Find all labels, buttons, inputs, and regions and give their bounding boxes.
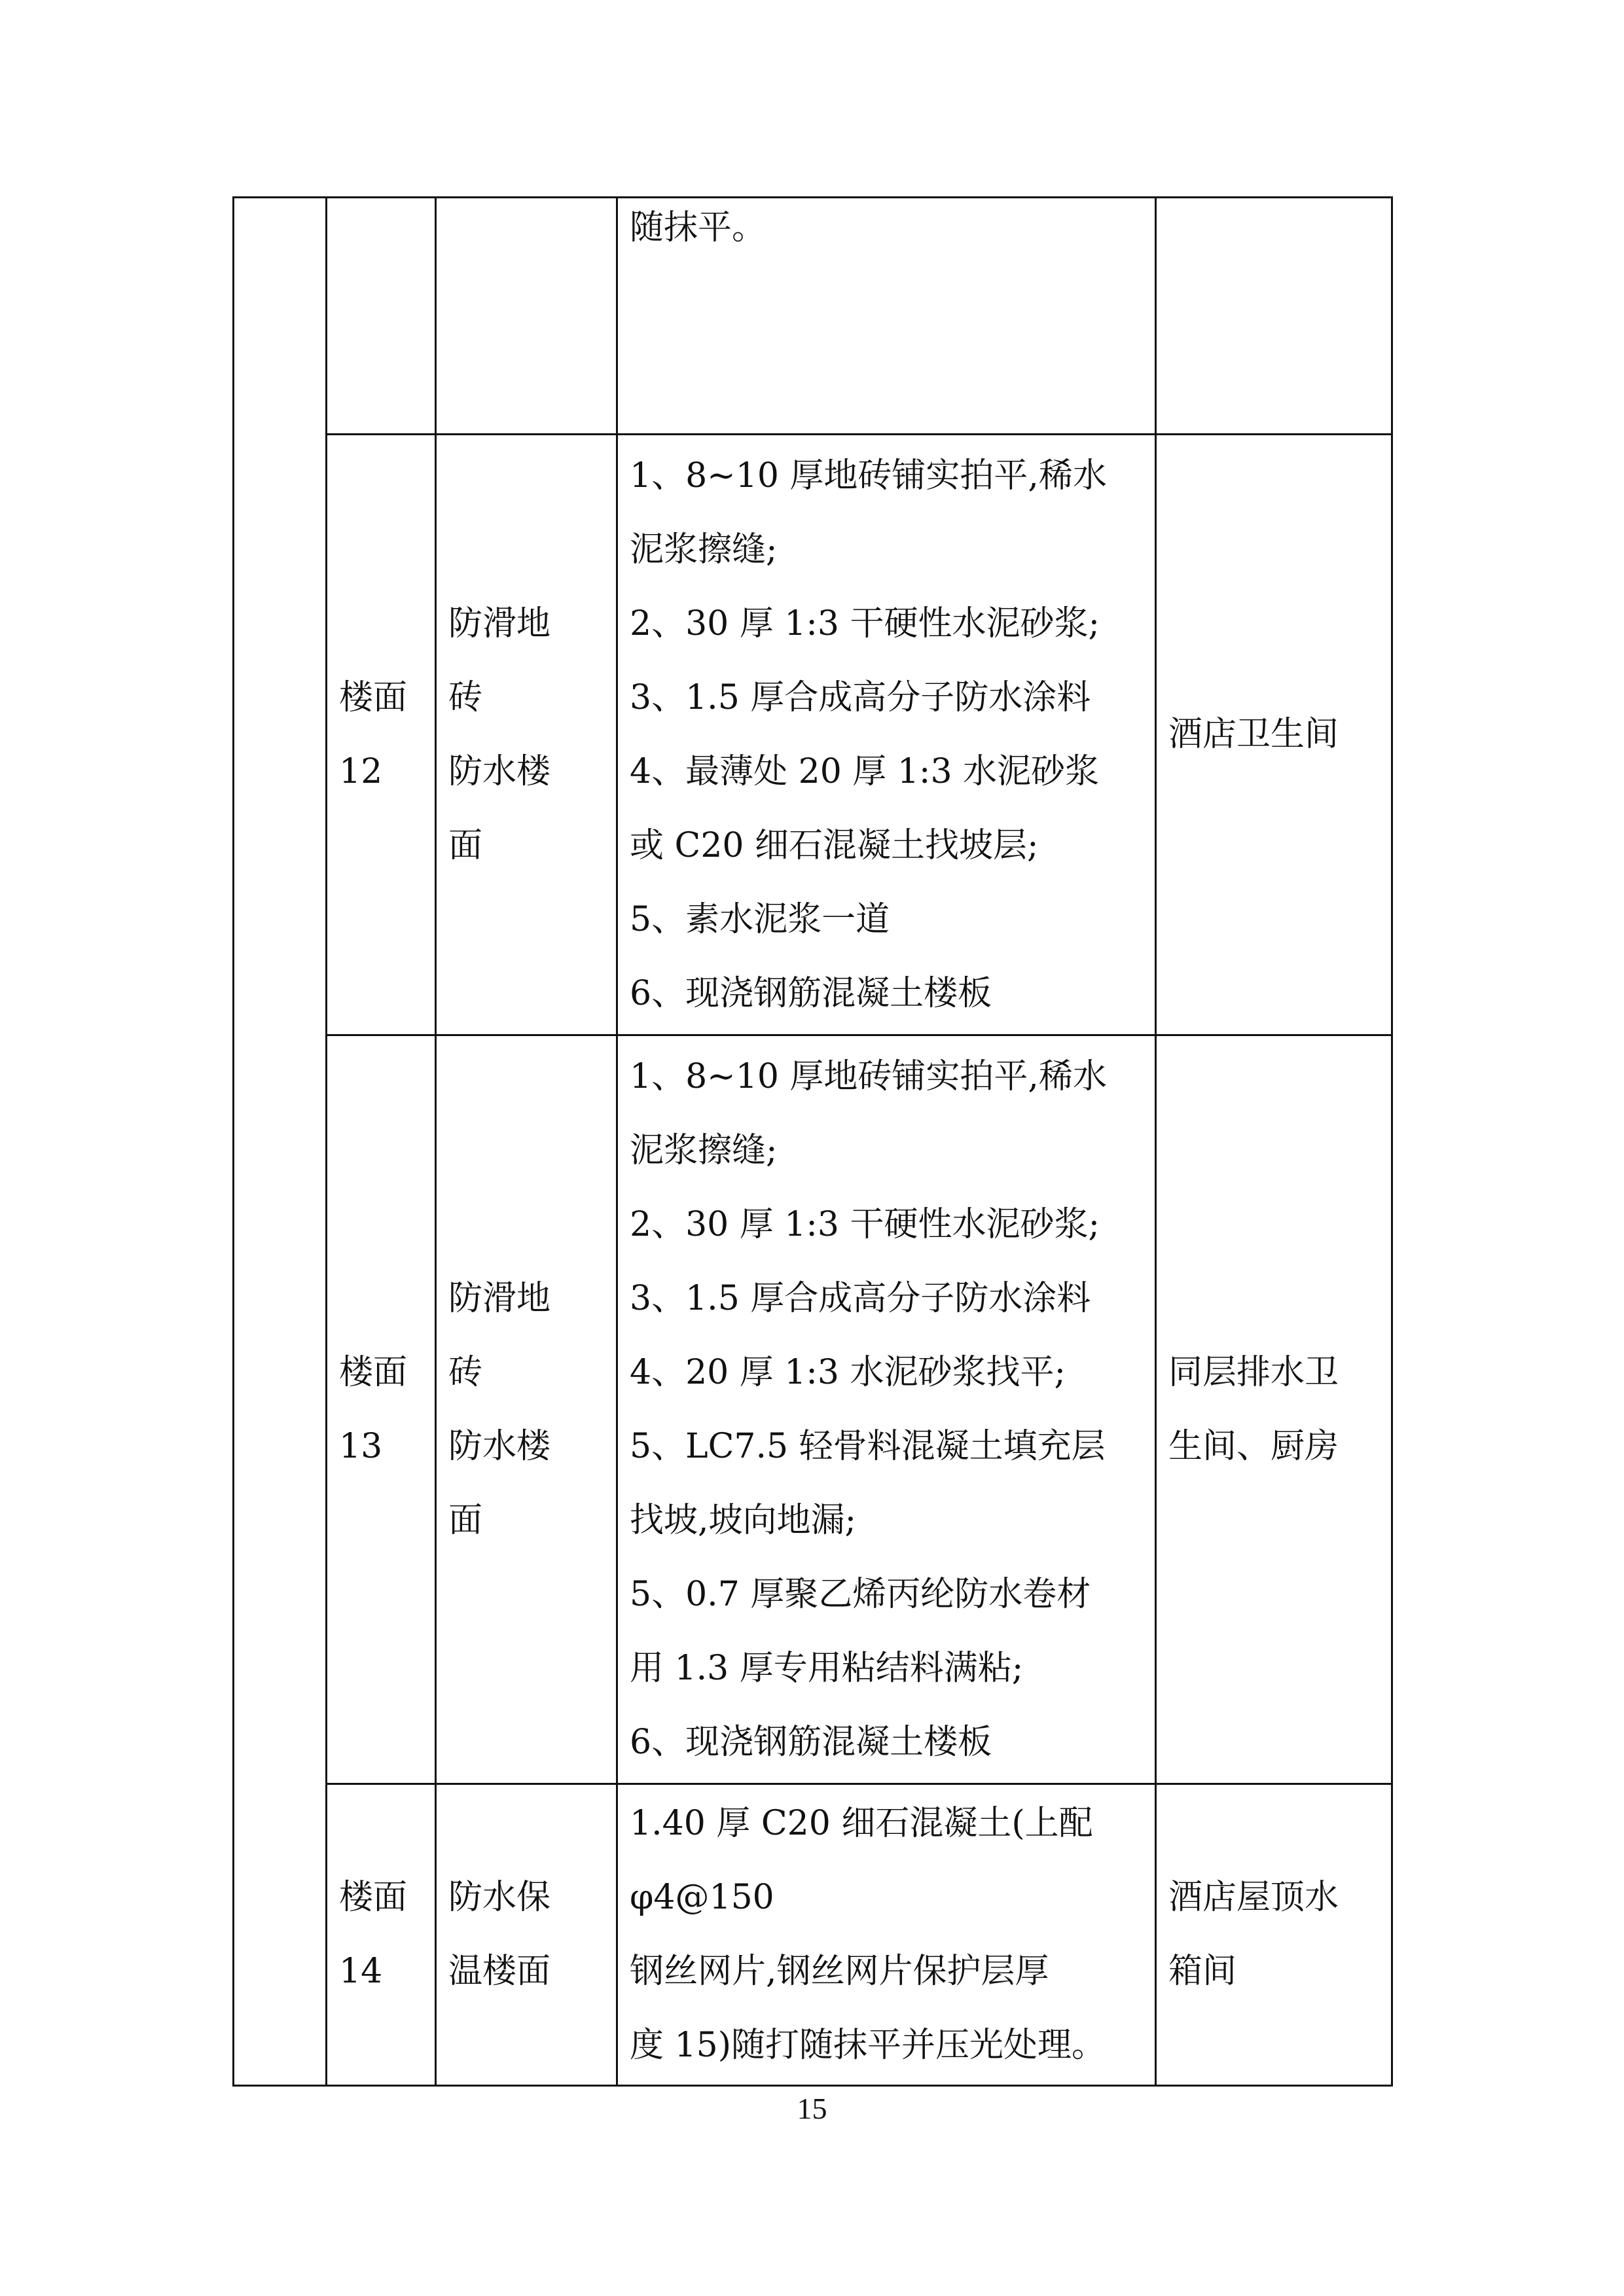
desc-line: 钢丝网片,钢丝网片保护层厚 [630,1952,1049,1991]
use-line: 箱间 [1168,1952,1237,1991]
desc-line: 5、LC7.5 轻骨料混凝土填充层 [630,1426,1106,1466]
name-line: 砖 [448,677,483,717]
use-cell [1156,1035,1392,1784]
desc-line: 或 C20 细石混凝土找坡层; [630,825,1039,865]
use-cell [1156,435,1392,1035]
desc-line: 4、最薄处 20 厚 1:3 水泥砂浆 [630,751,1100,791]
use-cell [1156,198,1392,435]
desc-line: 找坡,坡向地漏; [630,1500,857,1540]
name-line: 防滑地 [448,1278,551,1318]
use-line: 酒店卫生间 [1168,715,1339,754]
name-cell [436,435,617,1035]
code-line: 楼面 [339,1352,408,1392]
name-line: 防水楼 [448,751,551,791]
code-line: 14 [339,1952,383,1991]
name-line: 温楼面 [448,1952,551,1991]
code-line: 楼面 [339,677,408,717]
use-line: 酒店屋顶水 [1168,1878,1339,1917]
desc-line: 4、20 厚 1:3 水泥砂浆找平; [630,1352,1066,1392]
floor-spec-table [232,196,1393,2087]
desc-cell [617,1784,1156,2086]
table-row [234,1035,1392,1784]
desc-line: 泥浆擦缝; [630,529,778,569]
desc-line: 2、30 厚 1:3 干硬性水泥砂浆; [630,603,1100,643]
table-row [234,435,1392,1035]
table-row [234,1784,1392,2086]
desc-line: 5、0.7 厚聚乙烯丙纶防水卷材 [630,1574,1091,1614]
code-cell [327,435,436,1035]
desc-line: 1.40 厚 C20 细石混凝土(上配 [630,1804,1093,1843]
desc-line: 6、现浇钢筋混凝土楼板 [630,1722,992,1762]
desc-cell [617,435,1156,1035]
merged-category-cell [234,198,327,2086]
desc-line: 泥浆擦缝; [630,1130,778,1170]
use-line: 生间、厨房 [1168,1426,1339,1466]
code-cell [327,1035,436,1784]
desc-cell [617,1035,1156,1784]
page-number: 15 [797,2092,827,2125]
desc-line: 2、30 厚 1:3 干硬性水泥砂浆; [630,1204,1100,1244]
name-line: 面 [448,1500,483,1540]
name-line: 砖 [448,1352,483,1392]
name-cell [436,198,617,435]
name-line: 面 [448,825,483,865]
code-cell [327,198,436,435]
code-line: 12 [339,751,383,791]
name-line: 防滑地 [448,603,551,643]
desc-line: 用 1.3 厚专用粘结料满粘; [630,1648,1024,1688]
desc-line: φ4@150 [630,1878,774,1917]
name-line: 防水保 [448,1878,551,1917]
use-line: 同层排水卫 [1168,1352,1339,1392]
desc-line: 5、素水泥浆一道 [630,899,890,939]
name-cell [436,1035,617,1784]
name-cell [436,1784,617,2086]
desc-cell [617,198,1156,435]
code-line: 楼面 [339,1878,408,1917]
desc-line: 度 15)随打随抹平并压光处理。 [630,2026,1106,2065]
desc-line: 3、1.5 厚合成高分子防水涂料 [630,677,1091,717]
use-cell [1156,1784,1392,2086]
table-row-continuation [234,198,1392,435]
name-line: 防水楼 [448,1426,551,1466]
code-line: 13 [339,1426,383,1466]
desc-line: 1、8~10 厚地砖铺实拍平,稀水 [630,456,1107,495]
desc-line: 随抹平。 [630,208,767,247]
desc-line: 3、1.5 厚合成高分子防水涂料 [630,1278,1091,1318]
desc-line: 6、现浇钢筋混凝土楼板 [630,973,992,1013]
code-cell [327,1784,436,2086]
desc-line: 1、8~10 厚地砖铺实拍平,稀水 [630,1056,1107,1096]
